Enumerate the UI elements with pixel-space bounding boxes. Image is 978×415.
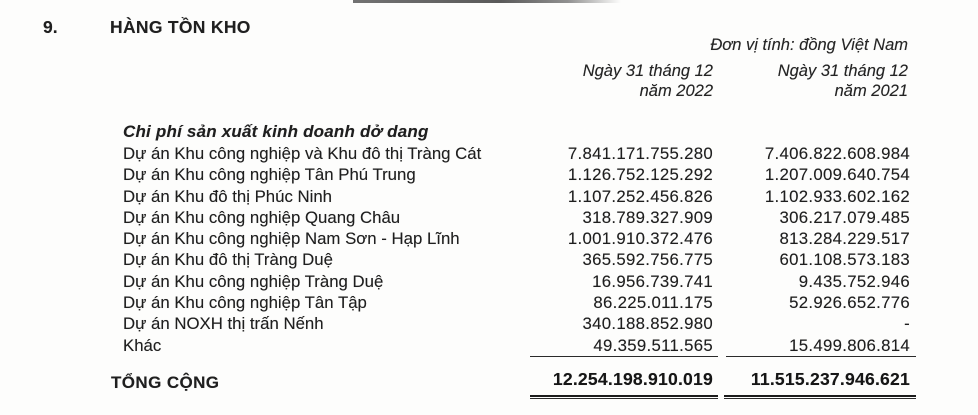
total-row [111, 367, 916, 393]
value-2021: 15.499.806.814 [789, 335, 910, 355]
row-label: Dự án Khu đô thị Phúc Ninh [123, 186, 333, 206]
subtotal-rule [123, 356, 916, 358]
inventory-table [111, 120, 916, 401]
value-2022: 86.225.011.175 [593, 293, 713, 313]
row-label: Dự án Khu công nghiệp Tân Tập [123, 293, 367, 313]
value-2021: 306.217.079.485 [779, 207, 910, 227]
value-2022: 16.956.739.741 [592, 271, 713, 291]
value-2022: 49.359.511.565 [593, 335, 713, 355]
column-header-2022 [493, 61, 713, 101]
column-header-2021-line2: năm 2021 [834, 82, 908, 100]
value-2022: 1.107.252.456.826 [567, 186, 713, 206]
value-2022: 340.188.852.980 [582, 314, 713, 334]
group-header: Chi phí sản xuất kinh doanh dở dang [123, 122, 429, 141]
column-header-2022-line1: Ngày 31 tháng 12 [582, 62, 713, 80]
table-row [123, 164, 916, 185]
double-rule-2021 [724, 395, 916, 400]
grand-total-double-rule [123, 395, 916, 401]
value-2021: 813.284.229.517 [779, 229, 910, 249]
table-row [123, 292, 916, 313]
row-label: Dự án Khu công nghiệp Tràng Duệ [123, 271, 384, 291]
section-title: HÀNG TỒN KHO [110, 17, 251, 37]
row-label: Dự án Khu công nghiệp và Khu đô thị Tràng Cát [123, 144, 482, 163]
value-2021: 1.102.933.602.162 [764, 186, 910, 206]
row-label: Dự án Khu công nghiệp Tân Phú Trung [123, 165, 416, 185]
subtotal-rule-2022 [530, 356, 718, 357]
total-value-2022: 12.254.198.910.019 [552, 368, 713, 389]
table-row [123, 249, 916, 270]
subtotal-rule-2021 [726, 356, 916, 357]
column-header-2021-line1: Ngày 31 tháng 12 [777, 62, 908, 80]
total-value-2021: 11.515.237.946.621 [750, 368, 910, 389]
row-label: Dự án Khu công nghiệp Nam Sơn - Hạp Lĩnh [123, 229, 460, 249]
table-row [123, 271, 916, 292]
double-rule-2022 [530, 395, 718, 400]
row-label: Dự án NOXH thị trấn Nếnh [123, 314, 324, 334]
section-number: 9. [43, 17, 58, 37]
value-2021: 601.108.573.183 [779, 250, 910, 270]
scan-artifact-line [353, 0, 621, 3]
column-header-2022-line2: năm 2022 [639, 82, 713, 100]
table-row [123, 335, 916, 356]
table-row [123, 186, 916, 207]
unit-note: Đơn vị tính: đồng Việt Nam [710, 36, 908, 54]
value-2022: 318.789.327.909 [582, 207, 713, 227]
table-row [123, 228, 916, 249]
value-2021: 9.435.752.946 [798, 271, 910, 291]
value-2022: 365.592.756.775 [582, 250, 713, 270]
table-row [123, 313, 916, 334]
value-2022: 1.001.910.372.476 [567, 229, 713, 249]
value-2022: 7.841.171.755.280 [567, 144, 713, 163]
row-label: Khác [123, 335, 162, 355]
total-label: TỔNG CỘNG [111, 372, 220, 392]
value-2021: 7.406.822.608.984 [764, 144, 910, 163]
row-label: Dự án Khu đô thị Tràng Duệ [123, 250, 333, 270]
table-row [123, 207, 916, 228]
value-2021: 1.207.009.640.754 [764, 165, 910, 185]
value-2021: 52.926.652.776 [789, 293, 910, 313]
table-row [123, 143, 916, 164]
value-2021: - [904, 314, 910, 334]
value-2022: 1.126.752.125.292 [567, 165, 713, 185]
row-label: Dự án Khu công nghiệp Quang Châu [123, 207, 401, 227]
column-header-2021 [688, 61, 908, 101]
